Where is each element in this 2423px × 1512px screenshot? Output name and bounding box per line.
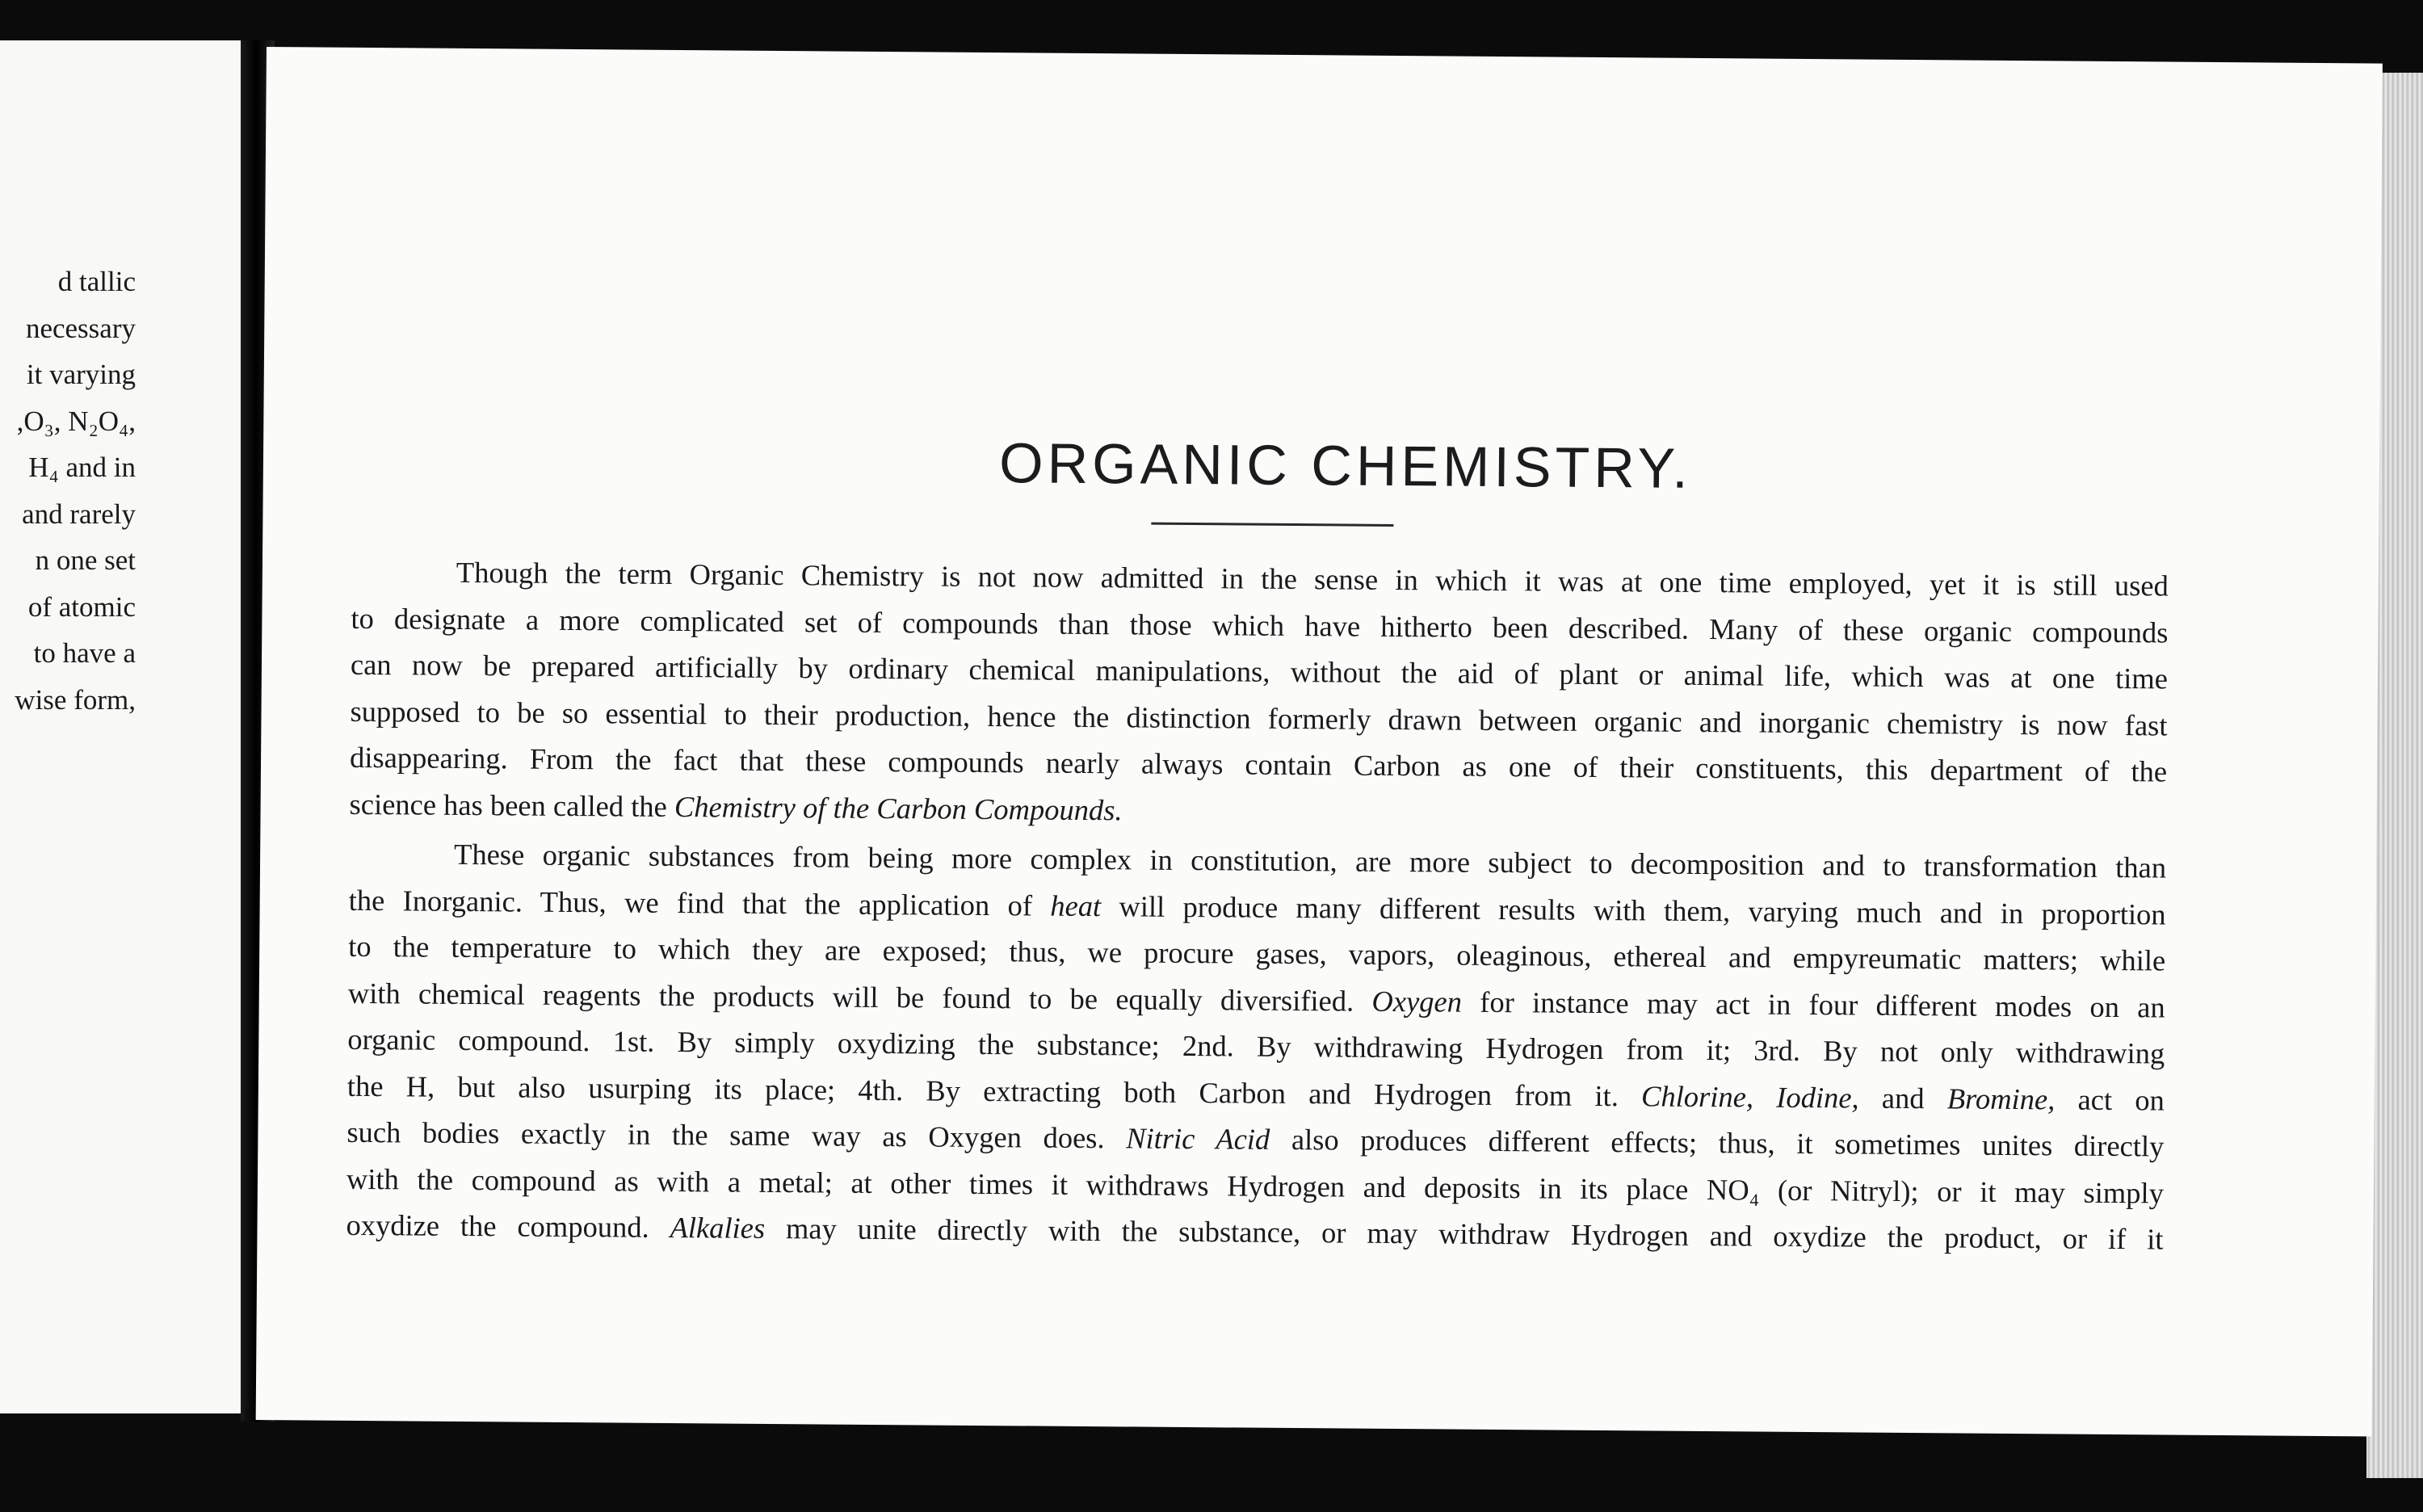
facing-line: wise form, <box>15 683 136 716</box>
text-line: disappearing. From the fact that these compounds nearly always contain Carbon as one of their constituents, this department of the <box>349 740 2168 788</box>
text-line: supposed to be so essential to their production, hence the distinction formerly drawn between organic and inorganic chemistry is now fast <box>350 694 2168 742</box>
paragraph-1 <box>349 548 2169 842</box>
facing-line: necessary <box>25 312 136 344</box>
facing-line: ,O₃, N₂O₄, <box>16 405 136 437</box>
text-run: will produce many different results with them, varying much and in proportion <box>1101 888 2166 931</box>
italic-word: Chlorine, Iodine, <box>1640 1078 1859 1115</box>
text-run: with chemical reagents the products will be found to be equally diversified. <box>347 976 1372 1018</box>
facing-page-left <box>0 40 241 1413</box>
text-line: to designate a more complicated set of compounds than those which have hitherto been described. Many of these organic compounds <box>351 601 2169 649</box>
text-run: the H, but also usurping its place; 4th. By extracting both Carbon and Hydrogen from it. <box>346 1069 1642 1112</box>
facing-line: d tallic <box>57 266 136 297</box>
text-run: may unite directly with the substance, or may withdraw Hydrogen and oxydize the product, or if it <box>764 1211 2164 1256</box>
facing-line: it varying <box>26 359 136 390</box>
facing-page-text <box>0 258 136 723</box>
text-run: such bodies exactly in the same way as Oxygen does. <box>346 1115 1127 1155</box>
text-run: oxydize the compound. <box>346 1208 670 1244</box>
italic-word: Nitric Acid <box>1126 1121 1270 1156</box>
italic-word: Alkalies <box>670 1210 766 1245</box>
title-rule <box>1151 523 1393 527</box>
text-line: These organic substances from being more complex in constitution, are more subject to decomposition and to transformation than <box>453 837 2167 884</box>
facing-line: and rarely <box>22 498 136 530</box>
facing-line: to have a <box>33 637 136 669</box>
text-run: also produces different effects; thus, it sometimes unites directly <box>1270 1122 2165 1163</box>
italic-word: heat <box>1050 888 1102 922</box>
page-title: ORGANIC CHEMISTRY. <box>998 431 1693 500</box>
text-run: and <box>1858 1081 1947 1115</box>
italic-phrase: Chemistry of the Carbon Compounds. <box>674 789 1123 826</box>
facing-line: H₄ and in <box>28 452 136 483</box>
paragraph-2 <box>346 830 2166 1262</box>
text-line: Though the term Organic Chemistry is not now admitted in the sense in which it was at one time employed, yet it is still used <box>456 555 2169 603</box>
text-run: science has been called the <box>349 787 675 823</box>
facing-line: of atomic <box>27 590 136 623</box>
main-page <box>256 47 2383 1437</box>
italic-word: Oxygen <box>1371 984 1463 1018</box>
italic-word: Bromine, <box>1946 1081 2056 1115</box>
text-run: act on <box>2055 1082 2165 1116</box>
facing-line: n one set <box>35 544 136 576</box>
text-line: with the compound as with a metal; at other times it withdraws Hydrogen and deposits in its place NO₄ (or Nitryl); or it may simply <box>346 1161 2165 1209</box>
text-line: to the temperature to which they are exposed; thus, we procure gases, vapors, oleaginous, ethereal and empyreumatic matters; while <box>348 929 2166 977</box>
body-text <box>346 548 2169 1266</box>
text-run: the Inorganic. Thus, we find that the application of <box>348 883 1051 922</box>
text-line: can now be prepared artificially by ordinary chemical manipulations, without the aid of plant or animal life, which was at one time <box>350 647 2169 695</box>
text-run: for instance may act in four different modes on an <box>1461 985 2165 1023</box>
text-line: organic compound. 1st. By simply oxydizing the substance; 2nd. By withdrawing Hydrogen from it; 3rd. By not only withdrawing <box>347 1022 2165 1070</box>
